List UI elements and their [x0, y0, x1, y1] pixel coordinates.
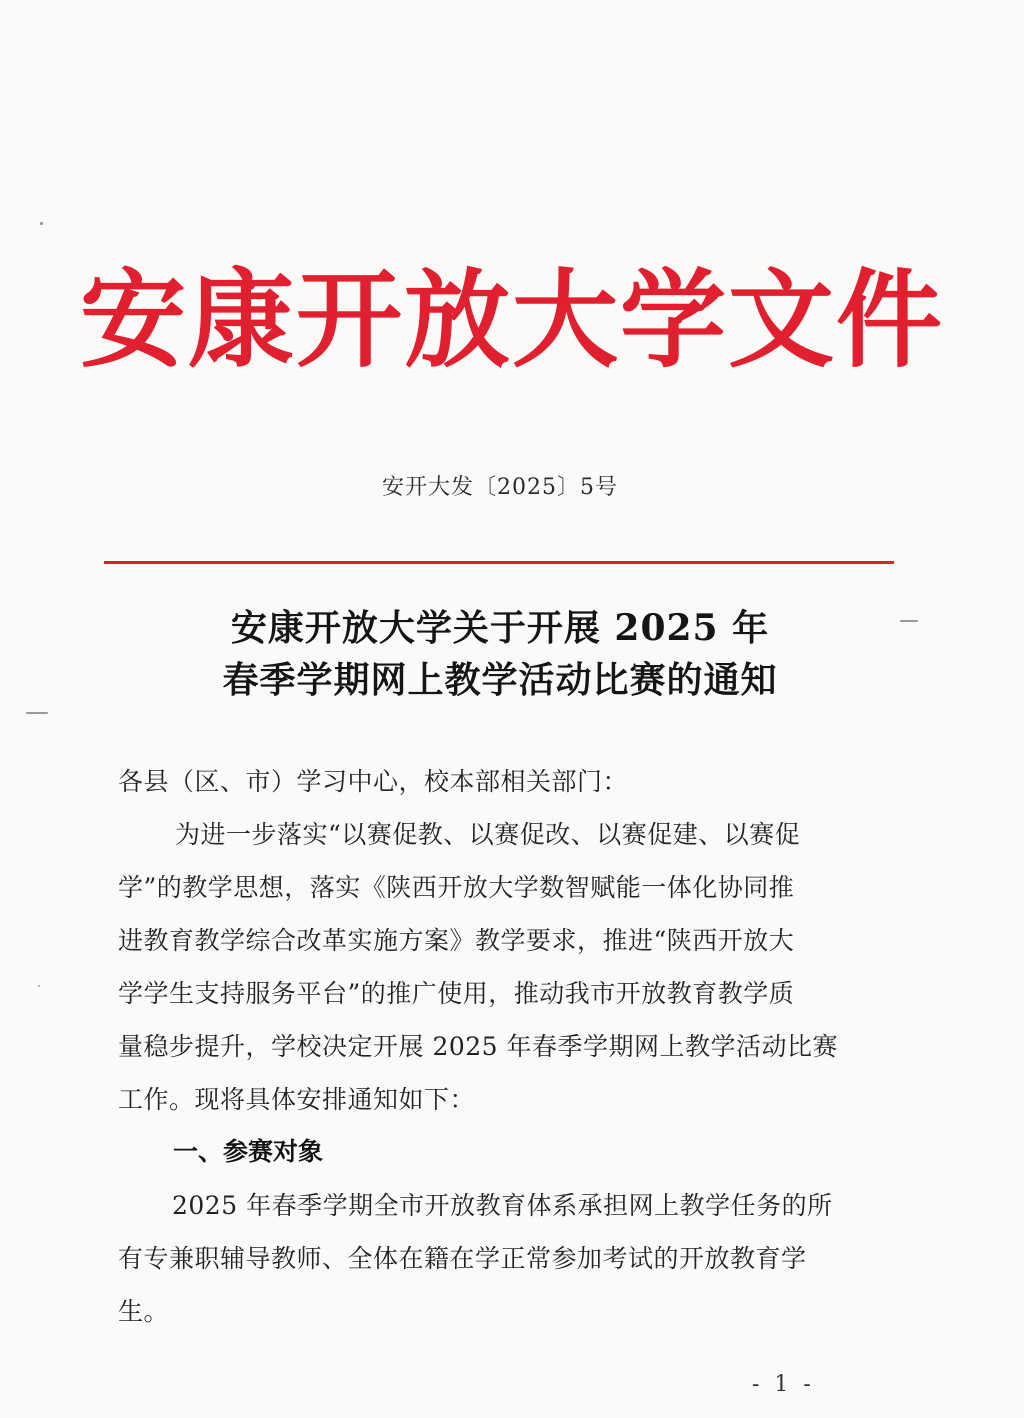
salutation: 各县（区、市）学习中心，校本部相关部门：: [118, 767, 629, 796]
paragraph-line: 工作。现将具体安排通知如下：: [118, 1085, 476, 1114]
red-divider-line: [104, 561, 894, 564]
paragraph-line: 量稳步提升，学校决定开展 2025 年春季学期网上教学活动比赛: [118, 1032, 839, 1061]
scan-speck: [26, 712, 48, 714]
page-number: - 1 -: [752, 1372, 815, 1397]
paragraph-line: 生。: [118, 1297, 170, 1326]
paragraph-line: 学学生支持服务平台”的推广使用，推动我市开放教育教学质: [118, 979, 795, 1008]
paragraph-line: 进教育教学综合改革实施方案》教学要求，推进“陕西开放大: [118, 926, 795, 955]
notice-title-line-1: 安康开放大学关于开展 2025 年: [230, 607, 770, 649]
document-number: 安开大发〔2025〕5号: [382, 475, 618, 500]
paragraph-line: 2025 年春季学期全市开放教育体系承担网上教学任务的所: [172, 1191, 833, 1220]
scan-speck: [38, 985, 40, 987]
document-header-title: 安康开放大学文件: [80, 257, 944, 382]
scan-speck: [900, 620, 918, 622]
section-heading: 一、参赛对象: [173, 1137, 324, 1166]
paragraph-line: 有专兼职辅导教师、全体在籍在学正常参加考试的开放教育学: [118, 1244, 807, 1273]
paragraph-line: 学”的教学思想，落实《陕西开放大学数智赋能一体化协同推: [118, 873, 795, 902]
notice-title-line-2: 春季学期网上教学活动比赛的通知: [222, 659, 778, 701]
paragraph-line: 为进一步落实“以赛促教、以赛促改、以赛促建、以赛促: [175, 820, 801, 849]
scan-speck: [40, 222, 43, 225]
